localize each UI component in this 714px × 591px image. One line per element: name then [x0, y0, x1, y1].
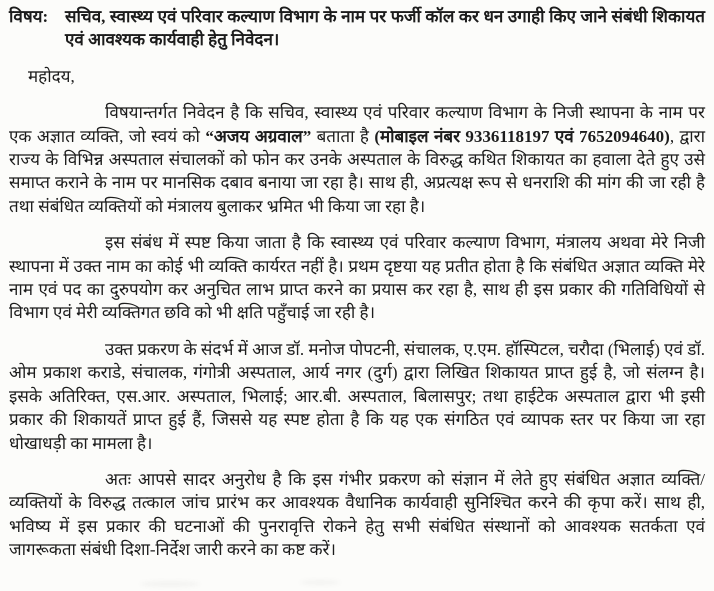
paragraph-1-segment-5: , द्वारा राज्य के विभिन्न अस्पताल संचालकों को फोन कर उनके अस्पताल के विरुद्ध कथित शिकायत का हवाला देते हुए उसे समाप्त कराने के नाम पर मानसिक दबाव बनाया जा रहा है। साथ ही, अप्रत्यक्ष रूप से धनराशि की मांग की जा रही है तथा संबंधित व्यक्तियों को मंत्रालय बुलाकर भ्रमित भी किया जा रहा है।	[9, 126, 705, 216]
caller-alias-bold: “अजय अग्रवाल”	[205, 126, 312, 146]
body-paragraph-4	[9, 468, 705, 562]
subject-row	[9, 5, 705, 52]
body-paragraph-1	[9, 101, 705, 218]
paragraph-1-segment-3: बताता है	[311, 126, 375, 146]
body-paragraph-2	[9, 231, 705, 325]
paragraph-4-text: अतः आपसे सादर अनुरोध है कि इस गंभीर प्रकरण को संज्ञान में लेते हुए संबंधित अज्ञात व्यक्ति/व्यक्तियों के विरुद्ध तत्काल जांच प्रारंभ कर आवश्यक वैधानिक कार्यवाही सुनिश्चित करने की कृपा करें। साथ ही, भविष्य में इस प्रकार की घटनाओं की पुनरावृत्ति रोकने हेतु सभी संबंधित संस्थानों को आवश्यक सतर्कता एवं जागरूकता संबंधी दिशा-निर्देश जारी करने का कष्ट करें।	[9, 469, 705, 560]
mobile-numbers-bold: (मोबाइल नंबर 9336118197 एवं 7652094640)	[374, 126, 670, 146]
scan-smudge	[140, 581, 200, 587]
subject-label: विषय:	[9, 7, 49, 26]
paragraph-3-text: उक्त प्रकरण के संदर्भ में आज डॉ. मनोज पोपटनी, संचालक, ए.एम. हॉस्पिटल, चरौदा (भिलाई) एवं डॉ. ओम प्रकाश कराडे, संचालक, गंगोत्री अस्पताल, आर्य नगर (दुर्ग) द्वारा लिखित शिकायत प्राप्त हुई है, जो संलग्न है। इसके अतिरिक्त, एस.आर. अस्पताल, भिलाई; आर.बी. अस्पताल, बिलासपुर; तथा हाईटेक अस्पताल द्वारा भी इसी प्रकार की शिकायतें प्राप्त हुई हैं, जिससे यह स्पष्ट होता है कि यह एक संगठित एवं व्यापक स्तर पर किया जा रहा धोखाधड़ी का मामला है।	[9, 339, 705, 453]
body-paragraph-3	[9, 338, 705, 455]
subject-text: सचिव, स्वास्थ्य एवं परिवार कल्याण विभाग के नाम पर फर्जी कॉल कर धन उगाही किए जाने संबंधी शिकायत एवं आवश्यक कार्यवाही हेतु निवेदन।	[65, 7, 705, 50]
paragraph-1-segment-1: विषयान्तर्गत निवेदन है कि सचिव, स्वास्थ्य एवं परिवार कल्याण विभाग के निजी स्थापना के नाम पर एक अज्ञात व्यक्ति, जो स्वयं को	[9, 103, 705, 146]
scan-smudge	[300, 580, 340, 585]
paragraph-2-text: इस संबंध में स्पष्ट किया जाता है कि स्वास्थ्य एवं परिवार कल्याण विभाग, मंत्रालय अथवा मेरे निजी स्थापना में उक्त नाम का कोई भी व्यक्ति कार्यरत नहीं है। प्रथम दृष्टया यह प्रतीत होता है कि संबंधित अज्ञात व्यक्ति मेरे नाम एवं पद का दुरुपयोग कर अनुचित लाभ प्राप्त करने का प्रयास कर रहा है, साथ ही इस प्रकार की गतिविधियों से विभाग एवं मेरी व्यक्तिगत छवि को भी क्षति पहुँचाई जा रही है।	[9, 233, 705, 323]
salutation: महोदय,	[28, 66, 75, 86]
